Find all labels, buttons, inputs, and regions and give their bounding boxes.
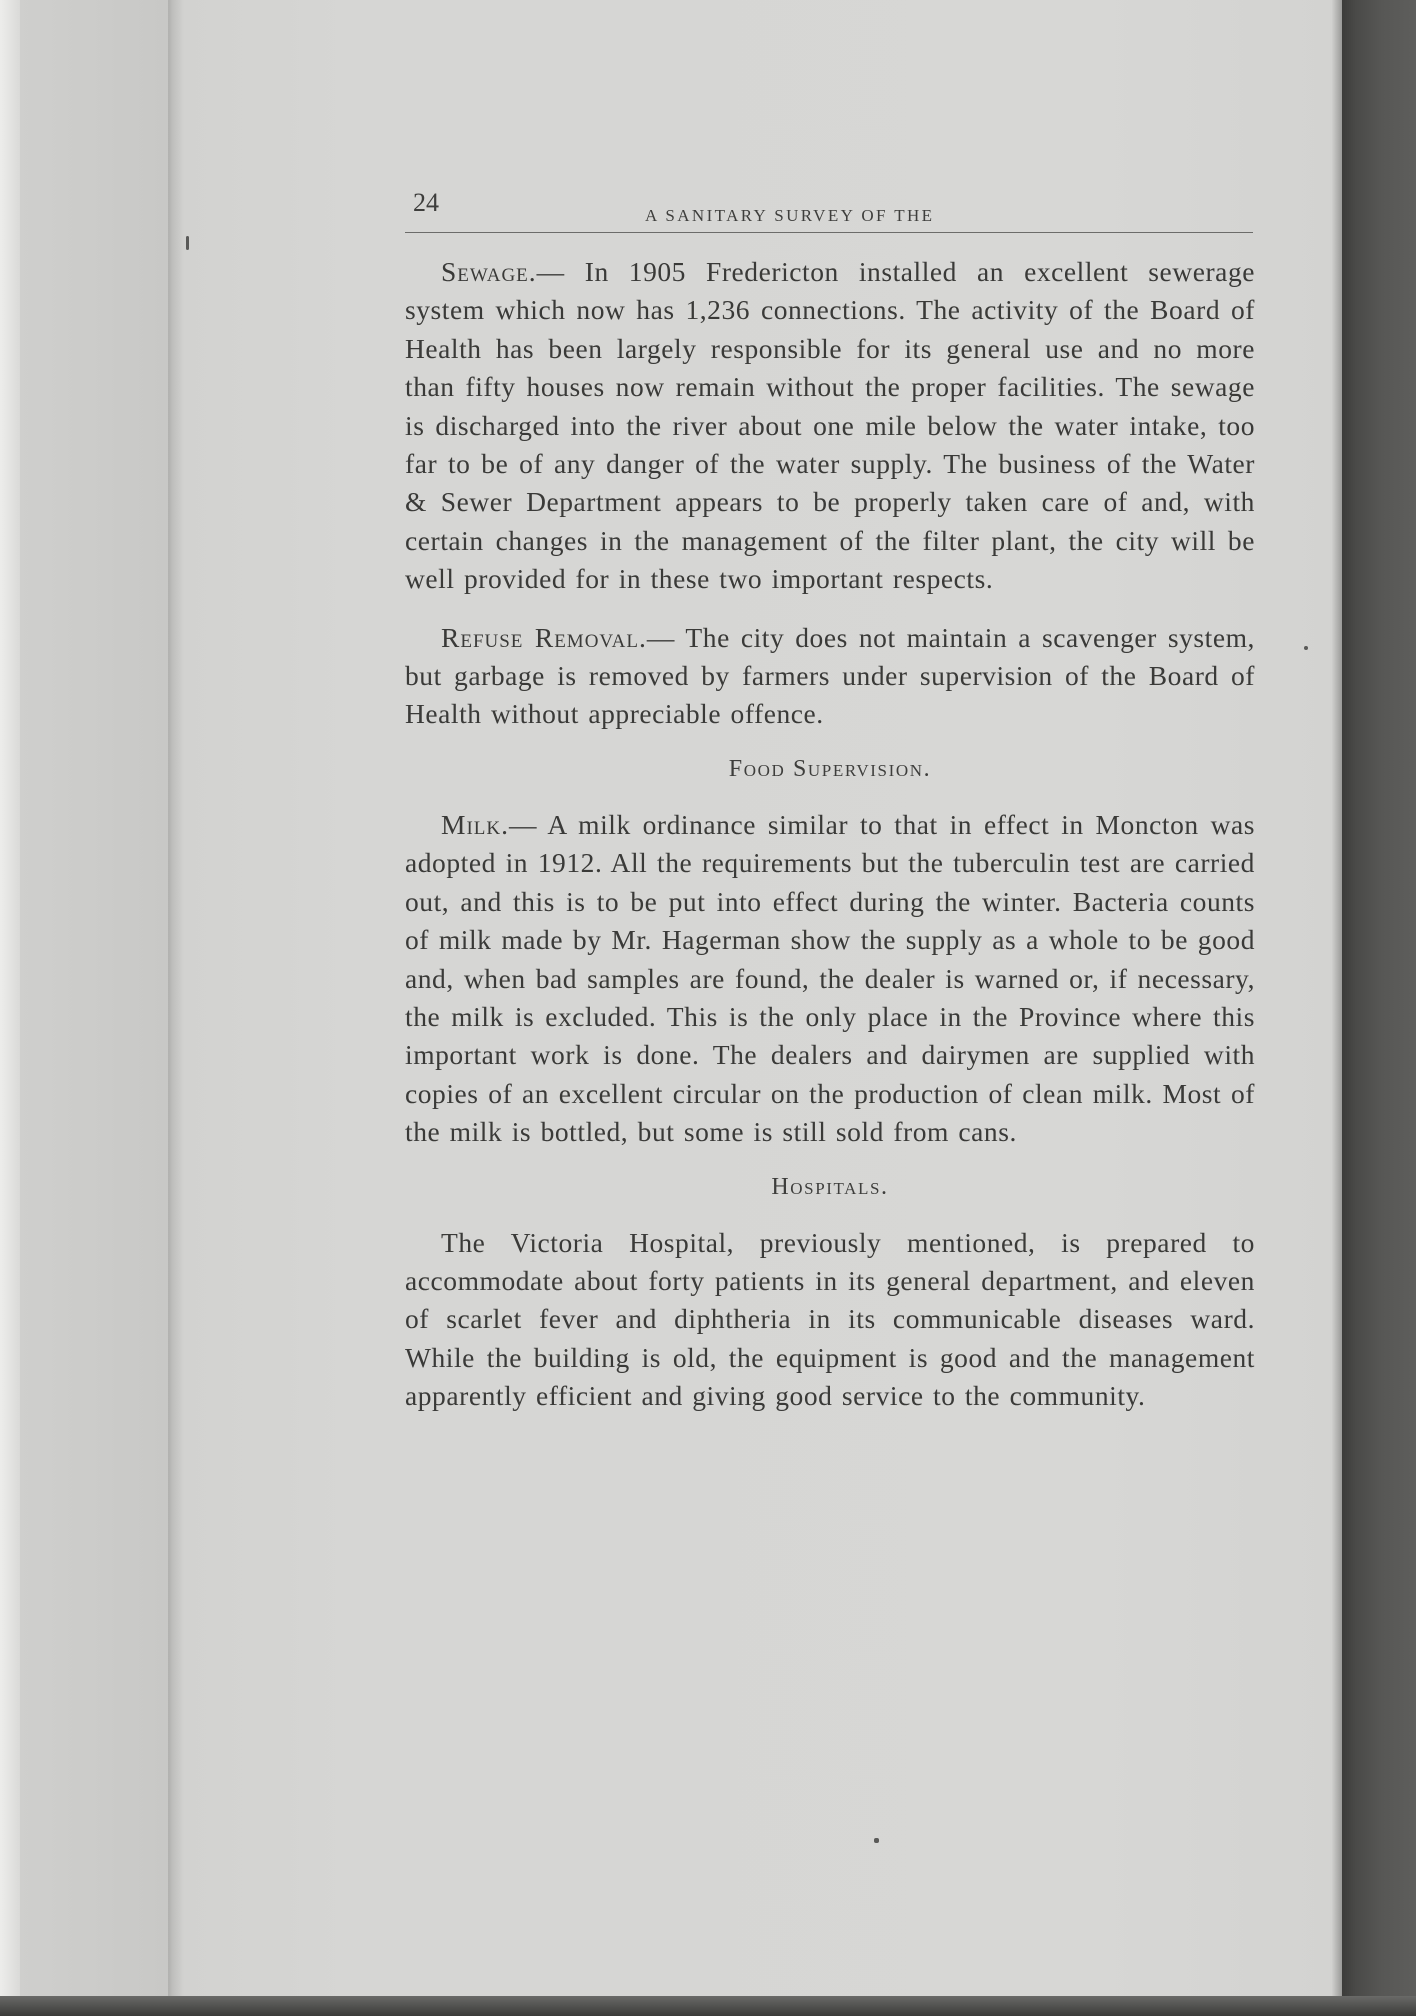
food-supervision-heading: Food Supervision. (728, 755, 932, 782)
refuse-text: — The city does not maintain a scavenger system, but garbage is removed by farmers under supervision of the Board of Health without appreciable offence. (405, 621, 1255, 730)
scan-speck (186, 236, 189, 250)
milk-lead: Milk. (441, 808, 509, 840)
page-body (405, 253, 1255, 1416)
gutter-shadow (168, 0, 184, 2016)
sewage-text: — In 1905 Fredericton installed an excellent sewerage system which now has 1,236 connections. The activity of the Board of Health has been largely responsible for its general use and no more than fifty houses now remain without the proper facilities. The sewage is discharged into the river about one mile below the water intake, too far to be of any danger of the water supply. The business of the Water & Sewer Department appears to be properly taken care of and, with certain changes in the management of the filter plant, the city will be well provided for in these two important respects. (405, 256, 1255, 595)
hospitals-paragraph: The Victoria Hospital, previously mentioned, is prepared to accommodate about forty patients in its general department, and eleven of scarlet fever and diphtheria in its communicable diseases ward. While the building is old, the equipment is good and the management apparently efficient and giving good service to the community. (405, 1226, 1255, 1412)
milk-text: — A milk ordinance similar to that in effect in Moncton was adopted in 1912. All the requirements but the tuberculin test are carried out, and this is to be put into effect during the winter. Bacteria counts of milk made by Mr. Hagerman show the supply as a whole to be good and, when bad samples are found, the dealer is warned or, if necessary, the milk is excluded. This is the only place in the Province where this important work is done. The dealers and dairymen are supplied with copies of an excellent circular on the production of clean milk. Most of the milk is bottled, but some is still sold from cans. (405, 808, 1255, 1148)
running-header (405, 170, 1253, 233)
book-page (405, 170, 1255, 1436)
scan-speck (1304, 646, 1308, 650)
right-book-edge (1342, 0, 1416, 2016)
right-page-edge-highlight (1332, 0, 1342, 2016)
scan-speck (874, 1838, 879, 1843)
sewage-paragraph (405, 253, 1255, 599)
refuse-lead: Refuse Removal. (441, 621, 647, 653)
left-page-edge (0, 0, 20, 2016)
bottom-scan-edge (0, 1996, 1416, 2016)
refuse-paragraph (405, 619, 1255, 734)
sewage-lead: Sewage. (441, 256, 537, 287)
running-title: A SANITARY SURVEY OF THE (645, 206, 935, 225)
milk-paragraph (405, 806, 1255, 1152)
page-number: 24 (413, 188, 439, 217)
hospitals-heading: Hospitals. (771, 1173, 889, 1200)
